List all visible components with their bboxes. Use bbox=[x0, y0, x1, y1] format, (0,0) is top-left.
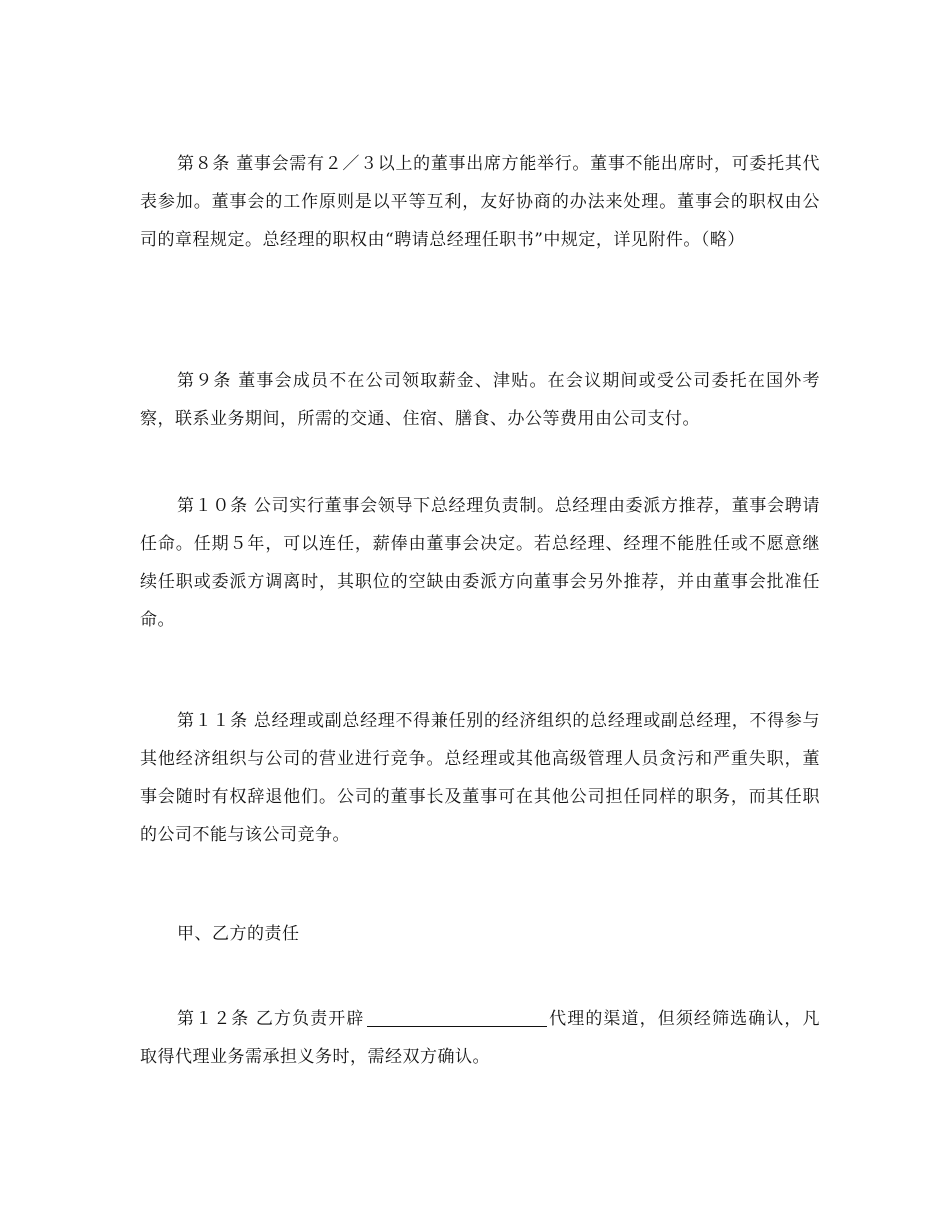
article-12-text-before-blank: 第１２条 乙方负责开辟 bbox=[177, 1009, 365, 1029]
fill-in-blank-line bbox=[367, 1008, 547, 1027]
article-11-paragraph: 第１１条 总经理或副总经理不得兼任别的经济组织的总经理或副总经理，不得参与其他经济组织与公司的营业进行竞争。总经理或其他高级管理人员贪污和严重失职，董事会随时有权辞退他们。公司的董事长及董事可在其他公司担任同样的职务，而其任职的公司不能与该公司竞争。 bbox=[140, 711, 820, 845]
article-9-paragraph: 第９条 董事会成员不在公司领取薪金、津贴。在会议期间或受公司委托在国外考察，联系业务期间，所需的交通、住宿、膳食、办公等费用由公司支付。 bbox=[140, 371, 820, 429]
article-8-paragraph: 第８条 董事会需有２／３以上的董事出席方能举行。董事不能出席时，可委托其代表参加。董事会的工作原则是以平等互利，友好协商的办法来处理。董事会的职权由公司的章程规定。总经理的职权由“聘请总经理任职书”中规定，详见附件。（略） bbox=[140, 154, 820, 250]
article-12-text-after-blank: 代理的渠道，但须经筛选确认，凡取得代理业务需承担义务时，需经双方确认。 bbox=[140, 1009, 821, 1067]
section-heading-responsibilities: 甲、乙方的责任 bbox=[177, 924, 300, 944]
article-10-paragraph: 第１０条 公司实行董事会领导下总经理负责制。总经理由委派方推荐，董事会聘请任命。任期５年，可以连任，薪俸由董事会决定。若总经理、经理不能胜任或不愿意继续任职或委派方调离时，其职位的空缺由委派方向董事会另外推荐，并由董事会批准任命。 bbox=[140, 496, 820, 630]
article-12-paragraph bbox=[140, 1000, 820, 1076]
